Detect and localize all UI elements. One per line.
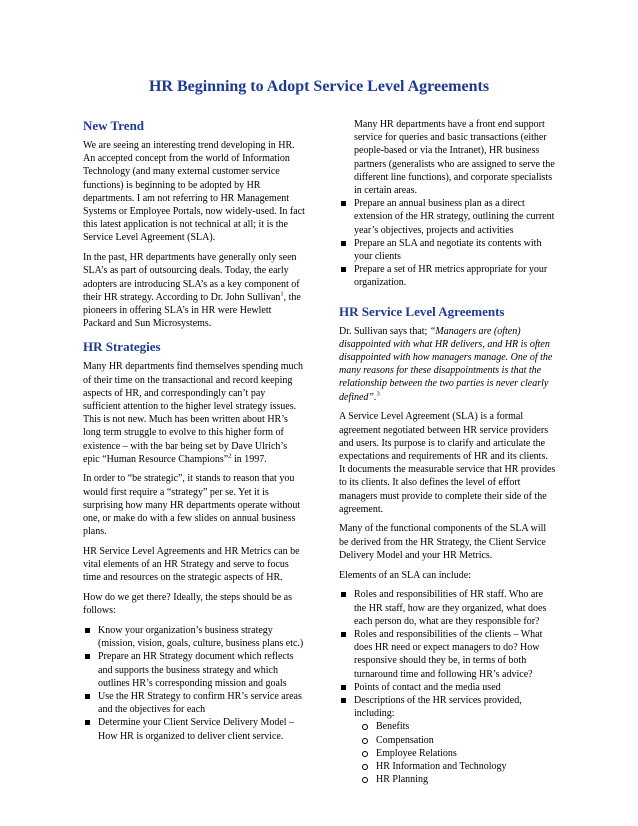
sla-quote-paragraph	[339, 325, 556, 404]
list-item: Know your organization’s business strategy (mission, vision, goals, culture, business plans etc.)	[83, 624, 305, 650]
hr-strategies-paragraph-2: In order to “be strategic”, it stands to reason that you would first require a “strategy” per se. Yet it is surprising how many HR departments operate without one, or make do with a few slides on annual business plans.	[83, 473, 301, 538]
sub-list-item: HR Information and Technology	[354, 760, 556, 773]
sub-list-item: Benefits	[354, 720, 556, 733]
footnote-ref-1: 1	[280, 290, 284, 298]
hr-services-sublist	[354, 720, 556, 786]
list-item: Prepare an SLA and negotiate its contents with your clients	[339, 237, 556, 263]
hr-strategies-paragraph-1	[83, 360, 305, 466]
sla-paragraph-4: Elements of an SLA can include:	[339, 569, 471, 581]
list-item: Prepare an annual business plan as a direct extension of the HR strategy, outlining the current year’s objectives, projects and activities	[339, 197, 556, 237]
list-item-continuation: Many HR departments have a front end support service for queries and basic transactions (either people-based or via the Intranet), HR business partners (generalists who are assigned to serve the different line functions), and corporate specialists in certain areas.	[354, 119, 555, 197]
list-item: Roles and responsibilities of HR staff. Who are the HR staff, how are they organized, what does each person do, what are they responsible for?	[339, 588, 556, 628]
sub-list-item: HR Planning	[354, 773, 556, 786]
hr-strategies-paragraph-1-end: in 1997.	[231, 453, 267, 465]
list-item-text: Descriptions of the HR services provided, including:	[354, 694, 522, 720]
hr-strategies-paragraph-3: HR Service Level Agreements and HR Metrics can be vital elements of an HR Strategy and serve to focus time and resources on the strategic aspects of HR.	[83, 545, 300, 584]
sla-paragraph-3: Many of the functional components of the SLA will be derived from the HR Strategy, the Client Service Delivery Model and your HR Metrics.	[339, 523, 547, 561]
heading-new-trend: New Trend	[83, 118, 145, 133]
new-trend-paragraph-2-text: In the past, HR departments have generally only seen SLA’s as part of outsourcing deals. Today, the early adopters are introducing SLA’s as a key component of their HR strategy. According to Dr. John Sullivan	[83, 252, 300, 303]
list-item: Use the HR Strategy to confirm HR’s service areas and the objectives for each	[83, 690, 305, 716]
list-item: Points of contact and the media used	[339, 681, 556, 694]
sla-paragraph-2: A Service Level Agreement (SLA) is a formal agreement negotiated between HR service providers and users. Its purpose is to clarify and articulate the expectations and requirements of HR and its clients. It documents the measurable service that HR provides to its clients. It also defines the level of effort managers must provide to complete their side of the agreement.	[339, 411, 556, 515]
sub-list-item: Compensation	[354, 734, 556, 747]
new-trend-paragraph-1: We are seeing an interesting trend developing in HR. An accepted concept from the world of Information Technology (and many external customer service functions) is beginning to be adopted by HR departments. I am not referring to HR Management Systems or Employee Portals, now widely-used. In fact this latest application is not technical at all; it is the Service Level Agreement (SLA).	[83, 140, 305, 244]
footnote-ref-3: 3	[376, 390, 380, 398]
list-item: Roles and responsibilities of the clients – What does HR need or expect managers to do? How responsive should they be, in terms of both turnaround time and following HR’s advice?	[339, 628, 556, 681]
heading-hr-strategies: HR Strategies	[83, 339, 161, 355]
list-item: Determine your Client Service Delivery Model – How HR is organized to deliver client service.	[83, 716, 305, 742]
strategy-steps-list-continued	[339, 118, 556, 290]
list-item	[339, 694, 556, 786]
sla-elements-list	[339, 588, 556, 786]
sla-quote-intro: Dr. Sullivan says that;	[339, 325, 430, 337]
left-column	[83, 118, 305, 749]
list-item: Prepare a set of HR metrics appropriate for your organization.	[339, 263, 556, 289]
new-trend-paragraph-2-end: , the pioneers in offering SLA’s in HR were Hewlett Packard and Sun Microsystems.	[83, 291, 301, 330]
heading-hr-service-level-agreements: HR Service Level Agreements	[339, 303, 505, 319]
document-title: HR Beginning to Adopt Service Level Agreements	[148, 78, 490, 95]
list-item: Prepare an HR Strategy document which reflects and supports the business strategy and which outlines HR’s corresponding mission and goals	[83, 650, 305, 690]
hr-strategies-paragraph-1-text: Many HR departments find themselves spending much of their time on the transactional and record keeping aspects of HR, and correspondingly can’t pay sufficient attention to the higher level strategy issues. This is not new. Much has been written about HR’s long term struggle to evolve to this higher form of existence – with the bar being set by Dave Ulrich’s epic “Human Resource Champions”	[83, 361, 303, 465]
sla-quote: “Managers are (often) disappointed with what HR delivers, and HR is often disappointed with how managers manage. One of the many reasons for these disappointments is that the relationship between the two parties is never clearly defined”.	[339, 325, 553, 403]
strategy-steps-list	[83, 624, 305, 743]
footnote-ref-2: 2	[228, 452, 232, 460]
new-trend-paragraph-2	[83, 251, 305, 330]
right-column	[339, 118, 556, 793]
hr-strategies-paragraph-4: How do we get there? Ideally, the steps should be as follows:	[83, 592, 293, 617]
sub-list-item: Employee Relations	[354, 747, 556, 760]
